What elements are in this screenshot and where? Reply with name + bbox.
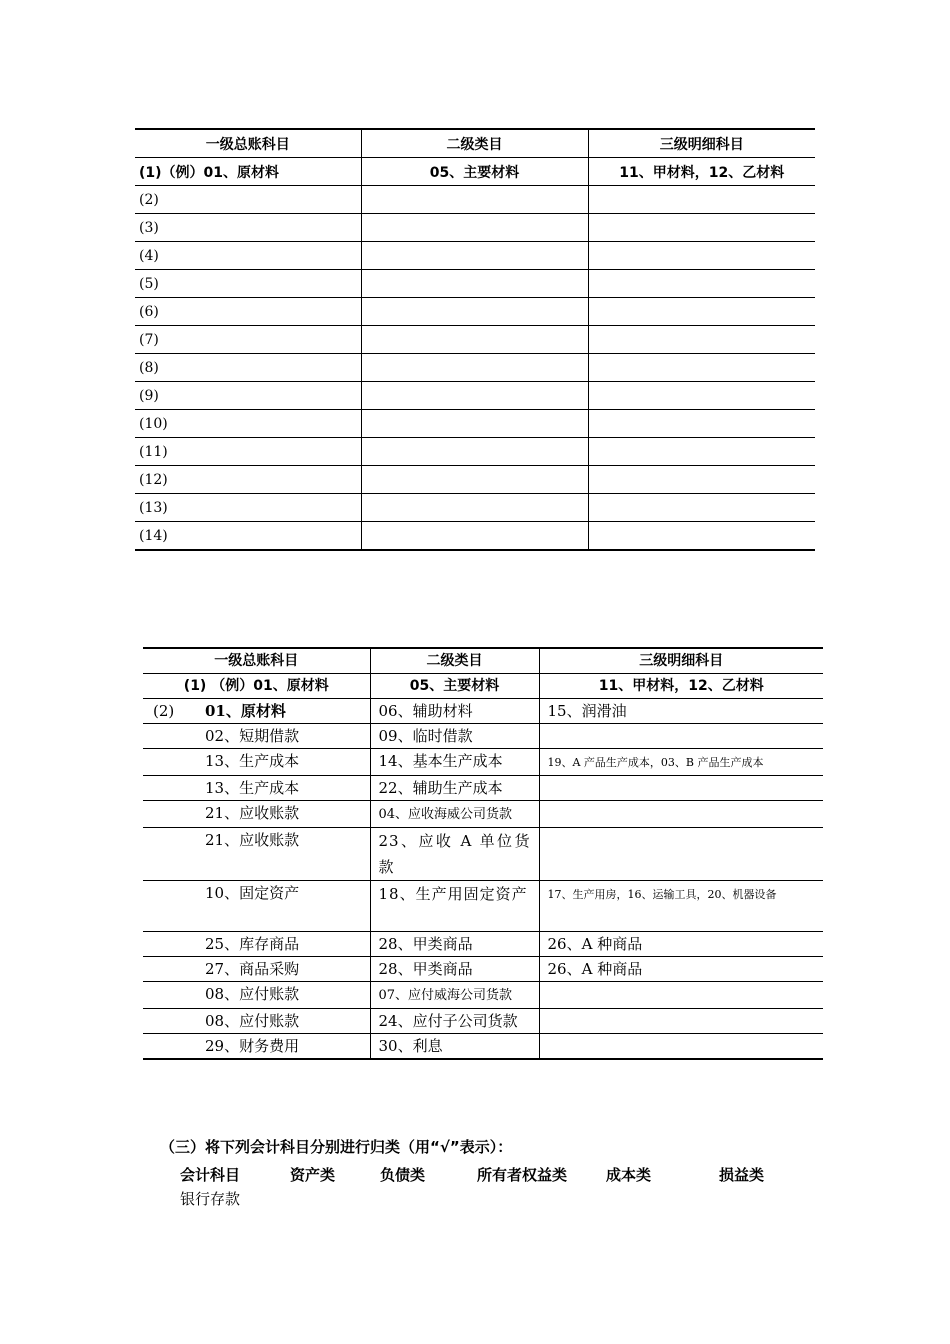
- table-row: [143, 776, 823, 801]
- cell-level1: 10、固定资产: [143, 881, 370, 932]
- table-row: [135, 242, 815, 270]
- cell-level2: 09、临时借款: [370, 724, 539, 749]
- cell-level3[interactable]: [588, 438, 815, 466]
- example-level2: 05、主要材料: [370, 674, 539, 699]
- cell-level3: [539, 724, 823, 749]
- table-row: [135, 214, 815, 242]
- table-row: [135, 382, 815, 410]
- cell-level3: [539, 1034, 823, 1060]
- col-liability: 负债类: [380, 1166, 426, 1184]
- cell-level3: [539, 828, 823, 881]
- table-row: [143, 828, 823, 881]
- cell-level1: 02、短期借款: [143, 724, 370, 749]
- example-level3: 11、甲材料，12、乙材料: [588, 158, 815, 186]
- cell-level2[interactable]: [361, 466, 588, 494]
- account-table-filled: [143, 647, 823, 1060]
- account-table-blank: [135, 128, 815, 551]
- cell-level1: 29、财务费用: [143, 1034, 370, 1060]
- table-row: [135, 522, 815, 551]
- cell-level2: 30、利息: [370, 1034, 539, 1060]
- row-number: (13): [135, 494, 361, 522]
- cell-level1: 08、应付账款: [143, 982, 370, 1009]
- cell-level1: [143, 699, 370, 724]
- cell-level2: 24、应付子公司货款: [370, 1009, 539, 1034]
- cell-level3: [539, 881, 823, 932]
- cell-level2[interactable]: [361, 270, 588, 298]
- cell-level3[interactable]: [588, 354, 815, 382]
- cell-level2: [370, 801, 539, 828]
- table-row: [135, 466, 815, 494]
- header-level1: 一级总账科目: [135, 129, 361, 158]
- table-row: [135, 354, 815, 382]
- table-row: [143, 982, 823, 1009]
- cell-level2-text: 04、应收海威公司货款: [378, 807, 513, 822]
- row-number: (11): [135, 438, 361, 466]
- cell-level3[interactable]: [588, 214, 815, 242]
- cell-level2[interactable]: [361, 522, 588, 551]
- cell-level1-text: 01、原材料: [205, 702, 286, 720]
- cell-level2[interactable]: [361, 186, 588, 214]
- example-row: [135, 158, 815, 186]
- cell-level3[interactable]: [588, 466, 815, 494]
- cell-level3[interactable]: [588, 298, 815, 326]
- cell-level2: 14、基本生产成本: [370, 749, 539, 776]
- header-level3: 三级明细科目: [588, 129, 815, 158]
- header-level2: 二级类目: [370, 648, 539, 674]
- header-level3: 三级明细科目: [539, 648, 823, 674]
- table-row: [143, 932, 823, 957]
- account-item: 银行存款: [180, 1190, 241, 1208]
- cell-level3[interactable]: [588, 186, 815, 214]
- col-asset: 资产类: [290, 1166, 336, 1184]
- col-profit-loss: 损益类: [719, 1166, 765, 1184]
- cell-level2: 18、生产用固定资产: [370, 881, 539, 932]
- cell-level2: 28、甲类商品: [370, 957, 539, 982]
- table-row: [143, 881, 823, 932]
- col-equity: 所有者权益类: [477, 1166, 568, 1184]
- section3-title: （三）将下列会计科目分别进行归类（用“√”表示）：: [160, 1138, 513, 1156]
- cell-level3[interactable]: [588, 242, 815, 270]
- row-number: (14): [135, 522, 361, 551]
- cell-level2-text: 07、应付威海公司货款: [378, 988, 513, 1003]
- cell-level2[interactable]: [361, 382, 588, 410]
- cell-level2[interactable]: [361, 326, 588, 354]
- table-header-row: [143, 648, 823, 674]
- example-row: [143, 674, 823, 699]
- col-cost: 成本类: [606, 1166, 652, 1184]
- example-level2: 05、主要材料: [361, 158, 588, 186]
- cell-level3: [539, 801, 823, 828]
- cell-level2[interactable]: [361, 410, 588, 438]
- example-level3: 11、甲材料，12、乙材料: [539, 674, 823, 699]
- header-level1: 一级总账科目: [143, 648, 370, 674]
- cell-level3: [539, 1009, 823, 1034]
- cell-level3[interactable]: [588, 522, 815, 551]
- header-level2: 二级类目: [361, 129, 588, 158]
- col-account: 会计科目: [180, 1166, 241, 1184]
- table-row: [143, 957, 823, 982]
- table-row: [135, 298, 815, 326]
- cell-level3[interactable]: [588, 270, 815, 298]
- cell-level3[interactable]: [588, 382, 815, 410]
- cell-level3: [539, 776, 823, 801]
- cell-level1: 08、应付账款: [143, 1009, 370, 1034]
- cell-level1: 21、应收账款: [143, 828, 370, 881]
- row-number: (4): [135, 242, 361, 270]
- cell-level2: 22、辅助生产成本: [370, 776, 539, 801]
- row-number: (2): [135, 186, 361, 214]
- cell-level3: 26、A 种商品: [539, 957, 823, 982]
- cell-level2[interactable]: [361, 438, 588, 466]
- table-row: [143, 749, 823, 776]
- cell-level2[interactable]: [361, 242, 588, 270]
- cell-level3: 26、A 种商品: [539, 932, 823, 957]
- cell-level2: [370, 982, 539, 1009]
- cell-level1: 27、商品采购: [143, 957, 370, 982]
- cell-level3[interactable]: [588, 494, 815, 522]
- cell-level2[interactable]: [361, 494, 588, 522]
- table-row: [135, 270, 815, 298]
- row-number: (12): [135, 466, 361, 494]
- row-number: (3): [135, 214, 361, 242]
- table-row: [143, 1034, 823, 1060]
- cell-level2: 06、辅助材料: [370, 699, 539, 724]
- cell-level3: [539, 982, 823, 1009]
- row-number: (5): [135, 270, 361, 298]
- cell-level3: [539, 749, 823, 776]
- table-row: [135, 186, 815, 214]
- table-row: [143, 1009, 823, 1034]
- cell-level1: 13、生产成本: [143, 749, 370, 776]
- row-number: (9): [135, 382, 361, 410]
- cell-level1: 13、生产成本: [143, 776, 370, 801]
- cell-level1: 21、应收账款: [143, 801, 370, 828]
- table-header-row: [135, 129, 815, 158]
- cell-level1: 25、库存商品: [143, 932, 370, 957]
- cell-level2: 28、甲类商品: [370, 932, 539, 957]
- example-level1: (1) （例）01、原材料: [143, 674, 370, 699]
- cell-level3-text: 19、A 产品生产成本，03、B 产品生产成本: [547, 756, 764, 769]
- row-number: (2): [153, 702, 175, 720]
- row-number: (8): [135, 354, 361, 382]
- row-number: (6): [135, 298, 361, 326]
- cell-level2[interactable]: [361, 214, 588, 242]
- table-row: [143, 801, 823, 828]
- table-row: [143, 699, 823, 724]
- table-row: [135, 494, 815, 522]
- cell-level2[interactable]: [361, 354, 588, 382]
- row-number: (10): [135, 410, 361, 438]
- table-row: [135, 326, 815, 354]
- table-row: [135, 410, 815, 438]
- cell-level3[interactable]: [588, 410, 815, 438]
- example-level1: (1)（例）01、原材料: [135, 158, 361, 186]
- row-number: (7): [135, 326, 361, 354]
- table-row: [135, 438, 815, 466]
- cell-level2: 23、应收 A 单位货款: [370, 828, 539, 881]
- cell-level2[interactable]: [361, 298, 588, 326]
- cell-level3-text: 17、生产用房，16、运输工具，20、机器设备: [547, 888, 777, 901]
- table-row: [143, 724, 823, 749]
- cell-level3: 15、润滑油: [539, 699, 823, 724]
- cell-level3[interactable]: [588, 326, 815, 354]
